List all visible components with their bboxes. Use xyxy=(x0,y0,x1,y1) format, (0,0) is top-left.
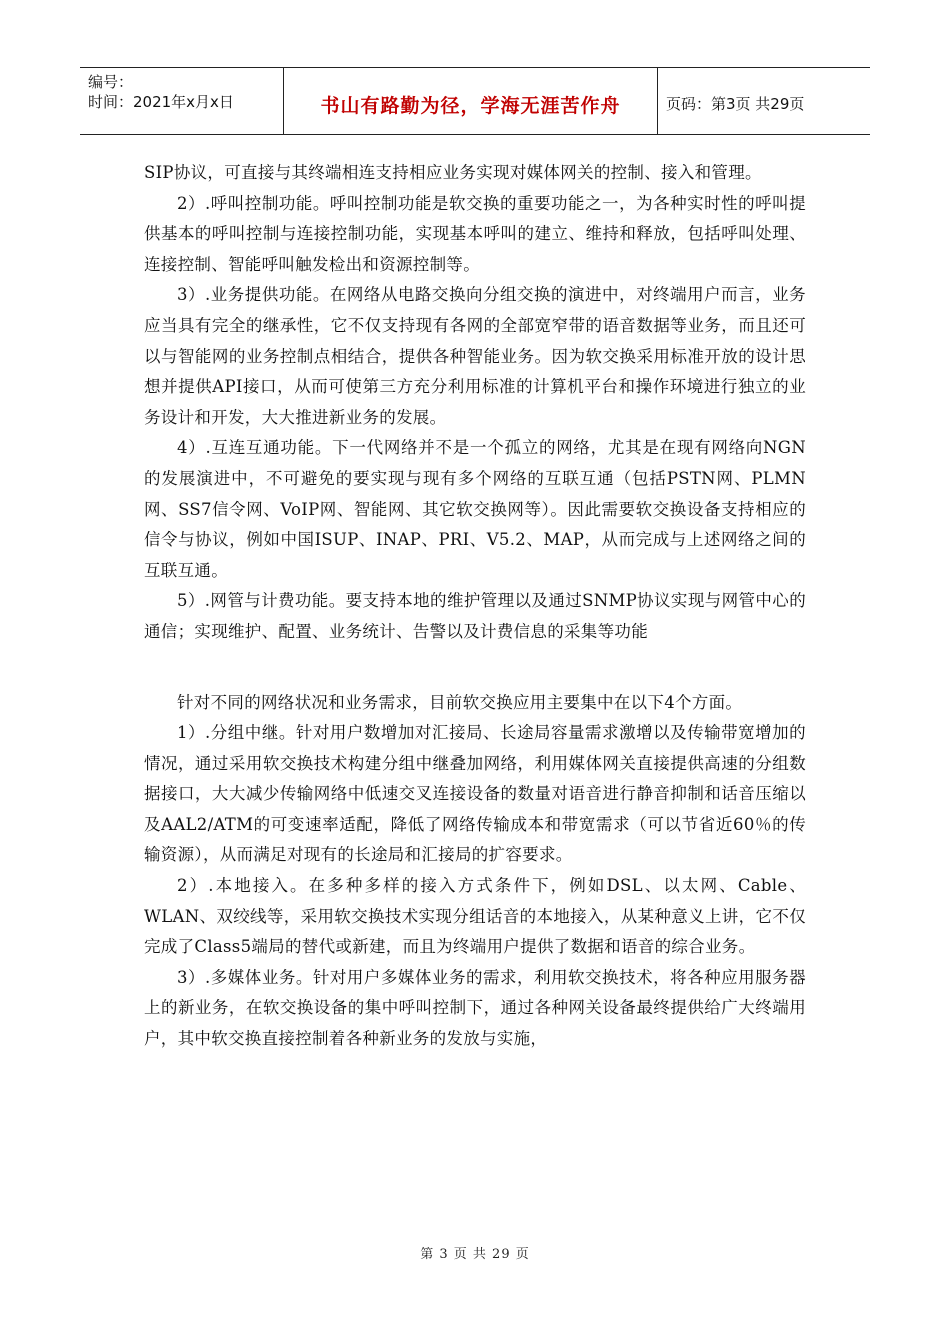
paragraph: 2）.本地接入。在多种多样的接入方式条件下，例如DSL、以太网、Cable、WLAN、双绞线等，采用软交换技术实现分组话音的本地接入，从某种意义上讲，它不仅完成了Class5端局的替代或新建，而且为终端用户提供了数据和语音的综合业务。 xyxy=(144,876,806,957)
header-left-cell xyxy=(80,68,283,134)
paragraph: 3）.业务提供功能。在网络从电路交换向分组交换的演进中，对终端用户而言，业务应当具有完全的继承性，它不仅支持现有各网的全部宽窄带的语音数据等业务，而且还可以与智能网的业务控制点相结合，提供各种智能业务。因为软交换采用标准开放的设计思想并提供API接口，从而可使第三方充分利用标准的计算机平台和操作环境进行独立的业务设计和开发，大大推进新业务的发展。 xyxy=(144,285,806,427)
header-motto: 书山有路勤为径，学海无涯苦作舟 xyxy=(320,94,621,117)
paragraph: SIP协议，可直接与其终端相连支持相应业务实现对媒体网关的控制、接入和管理。 xyxy=(144,163,762,182)
paragraph-gap xyxy=(144,648,806,688)
document-date: 时间：2021年x月x日 xyxy=(88,93,234,111)
page-info: 页码：第3页 共29页 xyxy=(666,94,805,113)
paragraph: 1）.分组中继。针对用户数增加对汇接局、长途局容量需求激增以及传输带宽增加的情况，通过采用软交换技术构建分组中继叠加网络，利用媒体网关直接提供高速的分组数据接口，大大减少传输网络中低速交叉连接设备的数量对语音进行静音抑制和话音压缩以及AAL2/ATM的可变速率适配，降低了网络传输成本和带宽需求（可以节省近60％的传输资源），从而满足对现有的长途局和汇接局的扩容要求。 xyxy=(144,723,806,865)
document-number-label: 编号： xyxy=(88,73,134,91)
page-footer: 第 3 页 共 29 页 xyxy=(420,1247,530,1262)
paragraph: 4）.互连互通功能。下一代网络并不是一个孤立的网络，尤其是在现有网络向NGN的发展演进中，不可避免的要实现与现有多个网络的互联互通（包括PSTN网、PLMN网、SS7信令网、VoIP网、智能网、其它软交换网等）。因此需要软交换设备支持相应的信令与协议，例如中国ISUP、INAP、PRI、V5.2、MAP，从而完成与上述网络之间的互联互通。 xyxy=(144,438,806,580)
paragraph: 5）.网管与计费功能。要支持本地的维护管理以及通过SNMP协议实现与网管中心的通信；实现维护、配置、业务统计、告警以及计费信息的采集等功能 xyxy=(144,591,806,641)
paragraph: 针对不同的网络状况和业务需求，目前软交换应用主要集中在以下4个方面。 xyxy=(177,692,743,712)
paragraph: 3）.多媒体业务。针对用户多媒体业务的需求，利用软交换技术，将各种应用服务器上的新业务，在软交换设备的集中呼叫控制下，通过各种网关设备最终提供给广大终端用户，其中软交换直接控制着各种新业务的发放与实施， xyxy=(144,967,806,1049)
paragraph: 2）.呼叫控制功能。呼叫控制功能是软交换的重要功能之一，为各种实时性的呼叫提供基本的呼叫控制与连接控制功能，实现基本呼叫的建立、维持和释放，包括呼叫处理、连接控制、智能呼叫触发检出和资源控制等。 xyxy=(144,193,806,274)
header-motto-cell xyxy=(283,68,658,134)
document-body xyxy=(144,158,806,1055)
page-header xyxy=(80,67,870,135)
header-page-info-cell xyxy=(658,68,870,134)
